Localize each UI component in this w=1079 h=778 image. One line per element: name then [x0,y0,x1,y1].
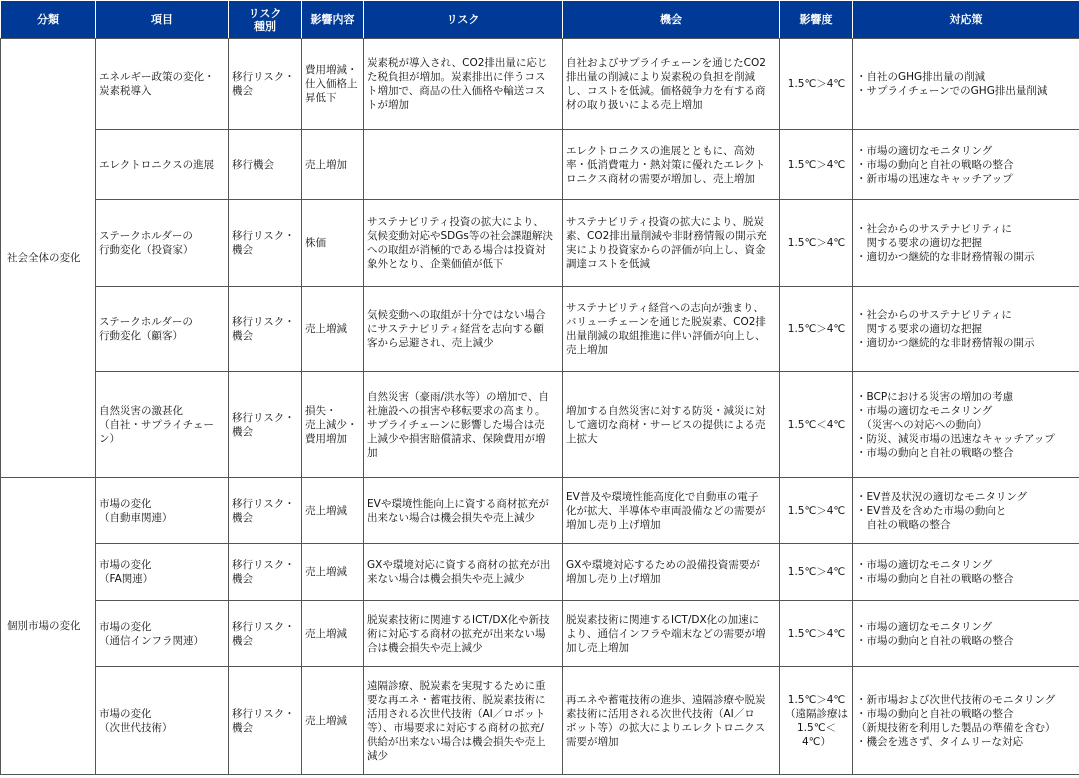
opportunity-cell-text: エレクトロニクスの進展とともに、高効 率・低消費電力・熱対策に優れたエレクト ロニクス商材の需要が増加し、売上増加 [566,144,766,185]
table-row [1,130,1079,200]
risk-cell [364,601,563,667]
opportunity-cell-text: 自社およびサプライチェーンを通じたCO2 排出量の削減により炭素税の負担を削減 し、コストを低減。価格競争力を有する商 材の取り扱いによる売上増加 [566,57,766,111]
opportunity-cell-text: 増加する自然災害に対する防災・減災に対 して適切な商材・サービスの提供による売 上拡大 [566,404,766,445]
impact-cell [302,601,364,667]
item-cell [96,478,229,544]
impact-cell-text: 売上増加 [305,158,347,171]
measures-cell [853,287,1079,372]
degree-cell [780,130,853,200]
measures-cell [853,130,1079,200]
item-cell-text: 市場の変化 （通信インフラ関連） [99,620,204,647]
measure-item: ・EV普及を含めた市場の動向と 自社の戦略の整合 [856,504,1007,531]
header-item: 項目 [96,1,229,39]
risk-cell [364,287,563,372]
measure-item: ・社会からのサステナビリティに 関する要求の適切な把握 [856,223,1012,249]
degree-cell [780,667,853,775]
measure-item: ・市場の適切なモニタリング [856,559,993,571]
header-impact: 影響内容 [302,1,364,39]
risk-cell [364,39,563,130]
degree-cell-text: 1.5℃＞4℃ [787,158,846,171]
risk-cell [364,478,563,544]
risk-cell [364,130,563,200]
table-row [1,287,1079,372]
item-cell [96,544,229,601]
opportunity-cell-text: サステナビリティ経営への志向が強まり、 バリューチェーンを通じた脱炭素、CO2排 出量削減の取組推進に伴い評価が向上し、 売上増加 [566,302,766,356]
item-cell-text: 自然災害の激甚化 （自社・サプライチェー ン） [99,404,214,445]
risk-type-cell [229,372,302,478]
impact-cell-text: 損失・ 売上減少・ 費用増加 [305,404,358,445]
measure-item: ・適切かつ継続的な非財務情報の開示 [856,251,1035,263]
measure-item: ・新市場および次世代技術のモニタリング [856,693,1056,706]
degree-cell-text: 1.5℃＜4℃ [787,418,846,431]
opportunity-cell [563,478,780,544]
risk-type-cell-text: 移行機会 [232,158,274,171]
header-row [1,1,1079,39]
measures-cell [853,601,1079,667]
category-cell: 個別市場の変化 [1,478,96,775]
risk-cell-text: 遠隔診療、脱炭素を実現するために重 要な再エネ・蓄電技術、脱炭素技術に 活用される次世代技術（AI／ロボット 等）、市場要求に対応する商材の拡充/ 供給が出来ない場合は機会損失や売上 減少 [367,679,546,762]
header-measures: 対応策 [853,1,1079,39]
header-risk: リスク [364,1,563,39]
risk-cell-text: サステナビリティ投資の拡大により、 気候変動対応やSDGs等の社会課題解決 への取組が消極的である場合は投資対 象外となり、企業価値が低下 [367,216,553,270]
risk-type-cell-text: 移行リスク・ 機会 [232,316,295,342]
opportunity-cell [563,601,780,667]
impact-cell-text: 売上増減 [305,714,347,727]
risk-cell-text: EVや環境性能向上に資する商材拡充が 出来ない場合は機会損失や売上減少 [367,497,549,524]
measure-item: ・市場の動向と自社の戦略の整合 [856,634,1014,647]
table-row [1,372,1079,478]
impact-cell [302,287,364,372]
item-cell-text: ステークホルダーの 行動変化（顧客） [99,316,193,342]
item-cell [96,667,229,775]
impact-cell-text: 売上増減 [305,323,347,335]
risk-cell [364,667,563,775]
measure-item: ・市場の適切なモニタリング [856,144,993,157]
impact-cell-text: 売上増減 [305,504,347,517]
impact-cell [302,130,364,200]
risk-type-cell [229,39,302,130]
degree-cell [780,544,853,601]
measure-item: ・新市場の迅速なキャッチアップ [856,172,1013,185]
table-row [1,39,1079,130]
risk-cell [364,200,563,287]
measure-item: ・市場の動向と自社の戦略の整合 [856,573,1014,585]
risk-cell-text: 気候変動への取組が十分ではない場合 にサステナビリティ経営を志向する顧 客から忌避され、売上減少 [367,309,546,349]
risk-cell [364,372,563,478]
risk-type-cell-text: 移行リスク・ 機会 [232,559,295,585]
risk-type-cell [229,287,302,372]
impact-cell [302,39,364,130]
risk-type-cell [229,544,302,601]
measures-cell [853,667,1079,775]
opportunity-cell-text: EV普及や環境性能高度化で自動車の電子 化が拡大、半導体や車両設備などの需要が 増加し売り上げ増加 [566,490,766,531]
risk-type-cell-text: 移行リスク・ 機会 [232,707,295,734]
risk-type-cell [229,601,302,667]
item-cell-text: 市場の変化 （自動車関連） [99,497,173,524]
measure-item: ・適切かつ継続的な非財務情報の開示 [856,337,1035,349]
degree-cell-text: 1.5℃＞4℃ （遠隔診療は 1.5℃＜ 4℃） [785,693,848,748]
risk-cell-text: 脱炭素技術に関連するICT/DX化や新技 術に対応する商材の拡充が出来ない場 合は機会損失や売上減少 [367,613,550,654]
item-cell [96,130,229,200]
opportunity-cell [563,200,780,287]
measure-item: ・市場の適切なモニタリング [856,620,993,633]
degree-cell [780,372,853,478]
degree-cell-text: 1.5℃＞4℃ [787,627,846,640]
risk-type-cell [229,200,302,287]
measure-item: ・市場の動向と自社の戦略の整合 [856,446,1014,459]
header-risk-type: リスク 種別 [229,1,302,39]
risk-type-cell-text: 移行リスク・ 機会 [232,71,295,97]
degree-cell-text: 1.5℃＞4℃ [787,323,846,335]
opportunity-cell-text: サステナビリティ投資の拡大により、脱炭 素、CO2排出量削減や非財務情報の開示充 実により投資家からの評価が向上し、資金 調達コストを低減 [566,216,767,270]
degree-cell-text: 1.5℃＞4℃ [787,78,846,90]
impact-cell [302,372,364,478]
item-cell-text: 市場の変化 （FA関連） [99,559,154,585]
risk-cell-text: GXや環境対応に資する商材の拡充が出 来ない場合は機会損失や売上減少 [367,559,551,585]
degree-cell [780,200,853,287]
header-opportunity: 機会 [563,1,780,39]
risk-type-cell-text: 移行リスク・ 機会 [232,620,295,647]
header-category: 分類 [1,1,96,39]
opportunity-cell [563,372,780,478]
degree-cell [780,601,853,667]
impact-cell [302,478,364,544]
table-row [1,667,1079,775]
risk-type-cell-text: 移行リスク・ 機会 [232,497,295,524]
measure-item: ・自社のGHG排出量の削減 [856,71,986,83]
item-cell [96,39,229,130]
degree-cell [780,478,853,544]
degree-cell-text: 1.5℃＞4℃ [787,237,846,249]
impact-cell [302,667,364,775]
category-cell: 社会全体の変化 [1,39,96,478]
item-cell [96,601,229,667]
impact-cell [302,200,364,287]
degree-cell-text: 1.5℃＞4℃ [787,504,846,517]
opportunity-cell-text: GXや環境対応するための設備投資需要が 増加し売り上げ増加 [566,559,760,585]
measure-item: ・機会を逃さず、タイムリーな対応 [856,735,1023,748]
opportunity-cell [563,287,780,372]
measure-item: ・市場の適切なモニタリング （災害への対応への動向） [856,404,993,431]
degree-cell [780,287,853,372]
impact-cell-text: 株価 [305,237,326,249]
item-cell-text: エレクトロニクスの進展 [99,158,215,171]
measure-item: ・EV普及状況の適切なモニタリング [856,490,1028,503]
item-cell-text: 市場の変化 （次世代技術） [99,707,173,734]
measures-cell [853,372,1079,478]
impact-cell-text: 売上増減 [305,566,347,578]
measure-item: ・市場の動向と自社の戦略の整合 （新規技術を利用した製品の準備を含む） [856,707,1056,734]
table-row [1,200,1079,287]
measure-item: ・防災、減災市場の迅速なキャッチアップ [856,432,1055,445]
table-row [1,478,1079,544]
table-row [1,544,1079,601]
opportunity-cell [563,39,780,130]
opportunity-cell [563,667,780,775]
opportunity-cell [563,544,780,601]
measures-cell [853,544,1079,601]
measure-item: ・市場の動向と自社の戦略の整合 [856,158,1014,171]
opportunity-cell-text: 脱炭素技術に関連するICT/DX化の加速に より、通信インフラや端末などの需要が増 加し売上増加 [566,613,766,654]
opportunity-cell [563,130,780,200]
measure-item: ・社会からのサステナビリティに 関する要求の適切な把握 [856,309,1012,335]
degree-cell [780,39,853,130]
item-cell [96,372,229,478]
opportunity-cell-text: 再エネや蓄電技術の進歩、遠隔診療や脱炭 素技術に活用される次世代技術（AI／ロ ボット等）の拡大によりエレクトロニクス 需要が増加 [566,693,766,748]
measure-item: ・BCPにおける災害の増加の考慮 [856,390,1014,403]
measures-cell [853,200,1079,287]
item-cell-text: エネルギー政策の変化・ 炭素税導入 [99,71,215,97]
risk-type-cell [229,478,302,544]
item-cell [96,200,229,287]
risk-type-cell-text: 移行リスク・ 機会 [232,411,295,438]
measures-cell [853,478,1079,544]
risk-cell [364,544,563,601]
measure-item: ・サプライチェーンでのGHG排出量削減 [856,85,1048,97]
item-cell [96,287,229,372]
item-cell-text: ステークホルダーの 行動変化（投資家） [99,230,194,256]
risk-cell-text: 自然災害（豪雨/洪水等）の増加で、自 社施設への損害や移転要求の高まり。 サプライチェーンに影響した場合は売 上減少や損害賠償請求、保険費用が増 加 [367,390,549,459]
impact-cell-text: 費用増減・ 仕入価格上 昇低下 [305,64,358,104]
degree-cell-text: 1.5℃＞4℃ [787,566,846,578]
measures-cell [853,39,1079,130]
impact-cell [302,544,364,601]
risk-cell-text: 炭素税が導入され、CO2排出量に応じ た税負担が増加。炭素排出に伴うコス ト増加で、商品の仕入価格や輸送コス トが増加 [367,57,548,111]
risk-type-cell [229,130,302,200]
risk-type-cell [229,667,302,775]
impact-cell-text: 売上増減 [305,627,347,640]
risk-type-cell-text: 移行リスク・ 機会 [232,230,295,256]
header-degree: 影響度 [780,1,853,39]
table-row [1,601,1079,667]
